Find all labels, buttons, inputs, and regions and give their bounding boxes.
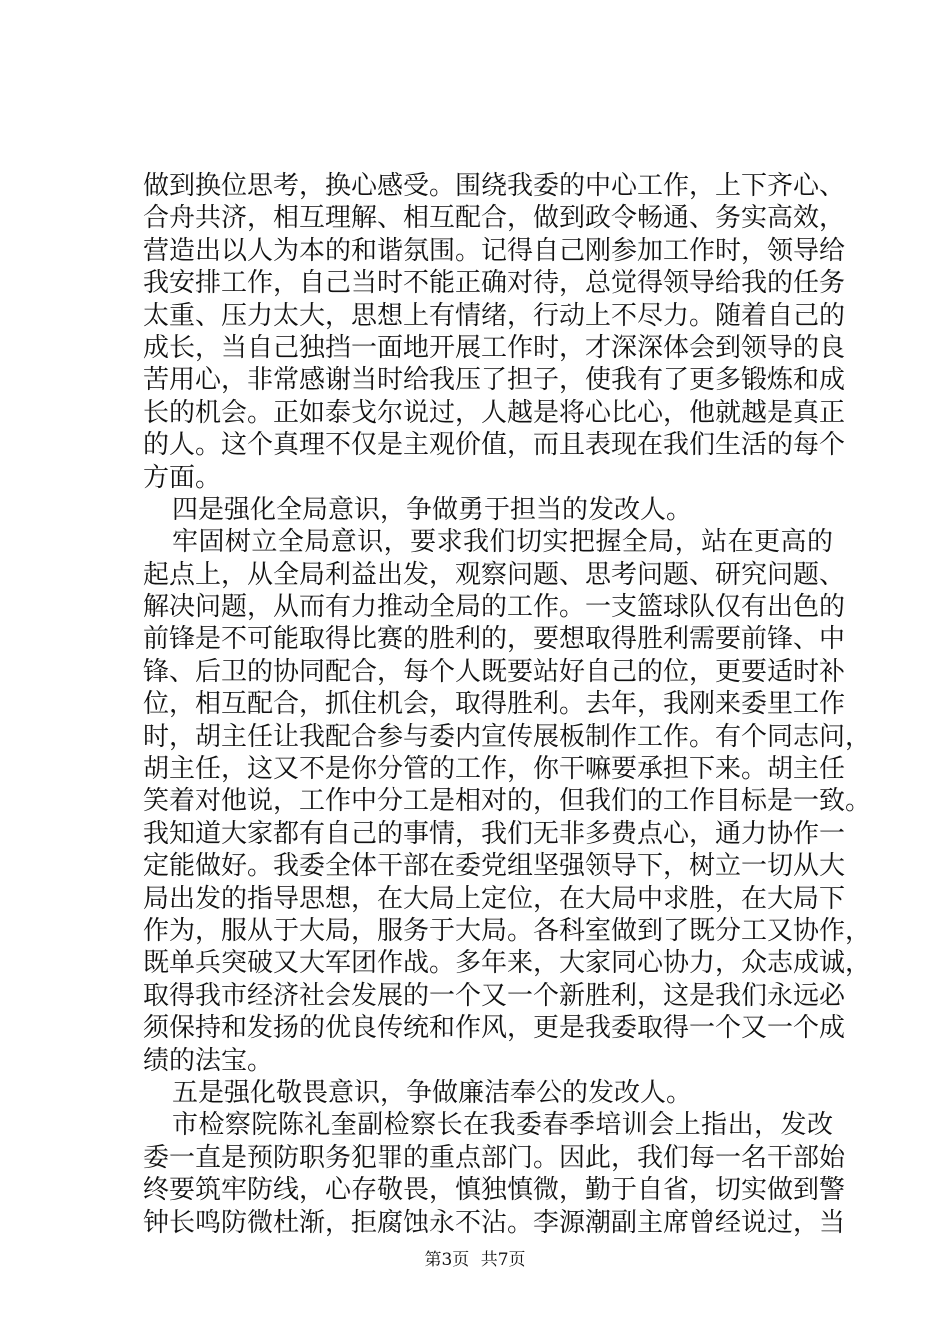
text-line-26: 取得我市经济社会发展的一个又一个新胜利，这是我们永远必 (143, 980, 846, 1011)
text-line-8: 长的机会。正如泰戈尔说过，人越是将心比心，他就越是真正 (143, 397, 846, 428)
text-line-27: 须保持和发扬的优良传统和作风，更是我委取得一个又一个成 (143, 1013, 846, 1044)
text-line-3: 营造出以人为本的和谐氛围。记得自己刚参加工作时，领导给 (143, 235, 846, 266)
text-line-32: 终要筑牢防线，心存敬畏，慎独慎微，勤于自省，切实做到警 (143, 1175, 846, 1206)
text-line-15: 前锋是不可能取得比赛的胜利的，要想取得胜利需要前锋、中 (143, 624, 846, 655)
text-line-19: 胡主任，这又不是你分管的工作，你干嘛要承担下来。胡主任 (143, 754, 846, 785)
text-line-5: 太重、压力太大，思想上有情绪，行动上不尽力。随着自己的 (143, 300, 846, 331)
text-line-14: 解决问题，从而有力推动全局的工作。一支篮球队仅有出色的 (143, 592, 846, 623)
text-line-4: 我安排工作，自己当时不能正确对待，总觉得领导给我的任务 (143, 268, 846, 299)
text-line-24: 作为，服从于大局，服务于大局。各科室做到了既分工又协作， (143, 915, 872, 946)
text-line-22: 定能做好。我委全体干部在委党组坚强领导下，树立一切从大 (143, 851, 846, 882)
text-line-23: 局出发的指导思想，在大局上定位，在大局中求胜，在大局下 (143, 883, 846, 914)
section-heading-5: 五是强化敬畏意识，争做廉洁奉公的发改人。 (172, 1077, 693, 1108)
text-line-18: 时，胡主任让我配合参与委内宣传展板制作工作。有个同志问， (143, 721, 872, 752)
text-line-30: 市检察院陈礼奎副检察长在我委春季培训会上指出，发改 (172, 1110, 833, 1141)
text-line-33: 钟长鸣防微杜渐，拒腐蚀永不沾。李源潮副主席曾经说过，当 (143, 1207, 846, 1238)
page-number: 第3页 (424, 1250, 470, 1270)
text-line-16: 锋、后卫的协同配合，每个人既要站好自己的位，更要适时补 (143, 656, 846, 687)
text-line-12: 牢固树立全局意识，要求我们切实把握全局，站在更高的 (172, 527, 833, 558)
text-line-13: 起点上，从全局利益出发，观察问题、思考问题、研究问题、 (143, 559, 846, 590)
text-line-10: 方面。 (143, 462, 222, 493)
text-line-17: 位，相互配合，抓住机会，取得胜利。去年，我刚来委里工作 (143, 689, 846, 720)
text-line-2: 合舟共济，相互理解、相互配合，做到政令畅通、务实高效， (143, 203, 846, 234)
page-total: 共7页 (480, 1250, 526, 1270)
text-line-1: 做到换位思考，换心感受。围绕我委的中心工作，上下齐心、 (143, 171, 846, 201)
section-heading-4: 四是强化全局意识，争做勇于担当的发改人。 (172, 494, 693, 525)
text-line-7: 苦用心，非常感谢当时给我压了担子，使我有了更多锻炼和成 (143, 365, 846, 396)
text-line-6: 成长，当自己独挡一面地开展工作时，才深深体会到领导的良 (143, 332, 846, 363)
text-line-25: 既单兵突破又大军团作战。多年来，大家同心协力，众志成诚， (143, 948, 872, 979)
text-line-20: 笑着对他说，工作中分工是相对的，但我们的工作目标是一致。 (143, 786, 872, 817)
text-line-28: 绩的法宝。 (143, 1045, 274, 1076)
page-footer (0, 1245, 950, 1270)
document-body (143, 170, 872, 1239)
text-line-21: 我知道大家都有自己的事情，我们无非多费点心，通力协作一 (143, 818, 846, 849)
text-line-9: 的人。这个真理不仅是主观价值，而且表现在我们生活的每个 (143, 430, 846, 461)
text-line-31: 委一直是预防职务犯罪的重点部门。因此，我们每一名干部始 (143, 1142, 846, 1173)
